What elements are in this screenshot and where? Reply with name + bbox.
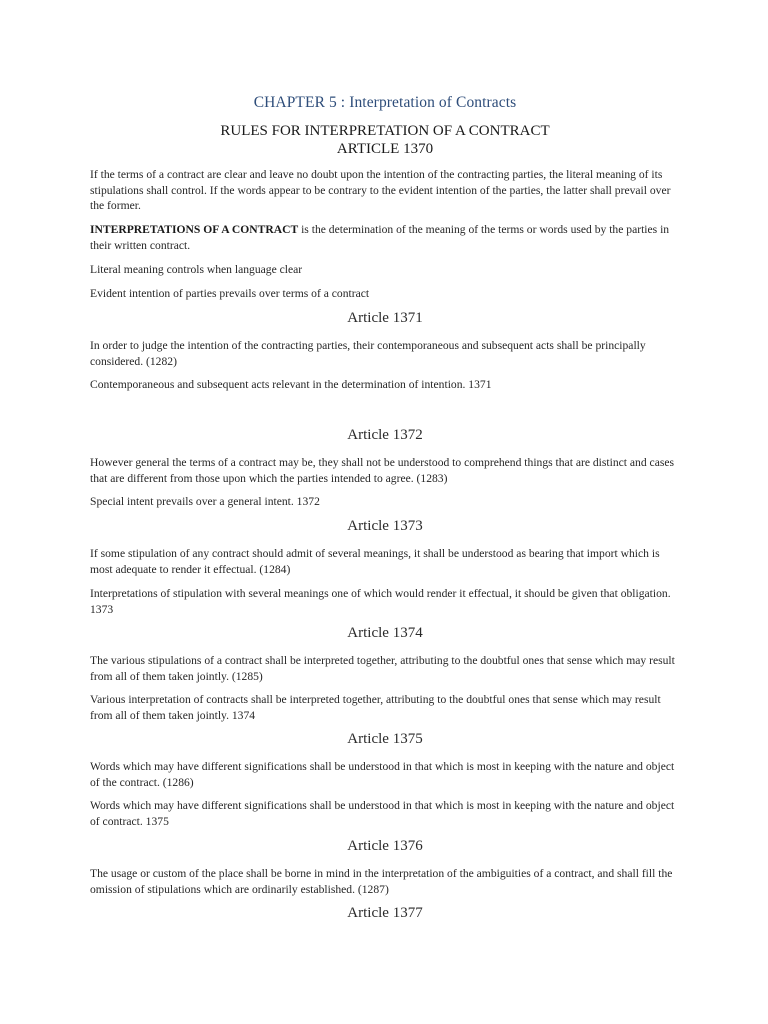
definition-term: INTERPRETATIONS OF A CONTRACT [90, 223, 299, 236]
article-1370-note-1: Literal meaning controls when language clear [90, 263, 303, 276]
article-1373-heading: Article 1373 [347, 518, 423, 534]
article-1373-text: If some stipulation of any contract should admit of several meanings, it shall be understood as bearing that import which is most adequate to render it effectual. (1284) [90, 547, 660, 576]
article-1372-heading: Article 1372 [347, 427, 423, 443]
article-1371-note: Contemporaneous and subsequent acts relevant in the determination of intention. 1371 [90, 378, 492, 391]
article-1375-text: Words which may have different significations shall be understood in that which is most in keeping with the nature and object of the contract. (1286) [90, 760, 675, 789]
article-1376-text: The usage or custom of the place shall be borne in mind in the interpretation of the ambiguities of a contract, and shall fill the omission of stipulations which are ordinarily established. (1287) [90, 867, 673, 896]
article-1370-note-2: Evident intention of parties prevails over terms of a contract [90, 287, 370, 300]
article-1373-note: Interpretations of stipulation with several meanings one of which would render it effectual, it should be given that obligation. 1373 [90, 587, 671, 616]
article-1372-note: Special intent prevails over a general intent. 1372 [90, 495, 320, 508]
rules-title-line: RULES FOR INTERPRETATION OF A CONTRACT [220, 123, 550, 139]
article-1377-heading: Article 1377 [347, 905, 423, 921]
article-1375-note: Words which may have different significations shall be understood in that which is most in keeping with the nature and object of contract. 1375 [90, 799, 675, 828]
rules-title [90, 122, 680, 158]
article-1370-heading: ARTICLE 1370 [336, 141, 434, 157]
article-1370-text: If the terms of a contract are clear and leave no doubt upon the intention of the contracting parties, the literal meaning of its stipulations shall control. If the words appear to be contrary to the evident intention of the parties, the latter shall prevail over the former. [90, 168, 671, 212]
definition-text: is the determination of the meaning of the terms or words used by the parties in their written contract. [90, 223, 670, 252]
article-1371-heading: Article 1371 [347, 310, 423, 326]
article-1375-heading: Article 1375 [347, 731, 423, 747]
article-1372-text: However general the terms of a contract may be, they shall not be understood to comprehend things that are distinct and cases that are different from those upon which the parties intended to agree. (1283) [90, 456, 675, 485]
article-1374-heading: Article 1374 [347, 625, 423, 641]
chapter-title: CHAPTER 5 : Interpretation of Contracts [253, 94, 517, 111]
article-1374-note: Various interpretation of contracts shall be interpreted together, attributing to the doubtful ones that sense which may result from all of them taken jointly. 1374 [90, 693, 661, 722]
article-1370-definition [90, 222, 680, 253]
article-1374-text: The various stipulations of a contract shall be interpreted together, attributing to the doubtful ones that sense which may result from all of them taken jointly. (1285) [90, 654, 675, 683]
article-1371-text: In order to judge the intention of the contracting parties, their contemporaneous and subsequent acts shall be principally considered. (1282) [90, 339, 646, 368]
article-1376-heading: Article 1376 [347, 838, 423, 854]
